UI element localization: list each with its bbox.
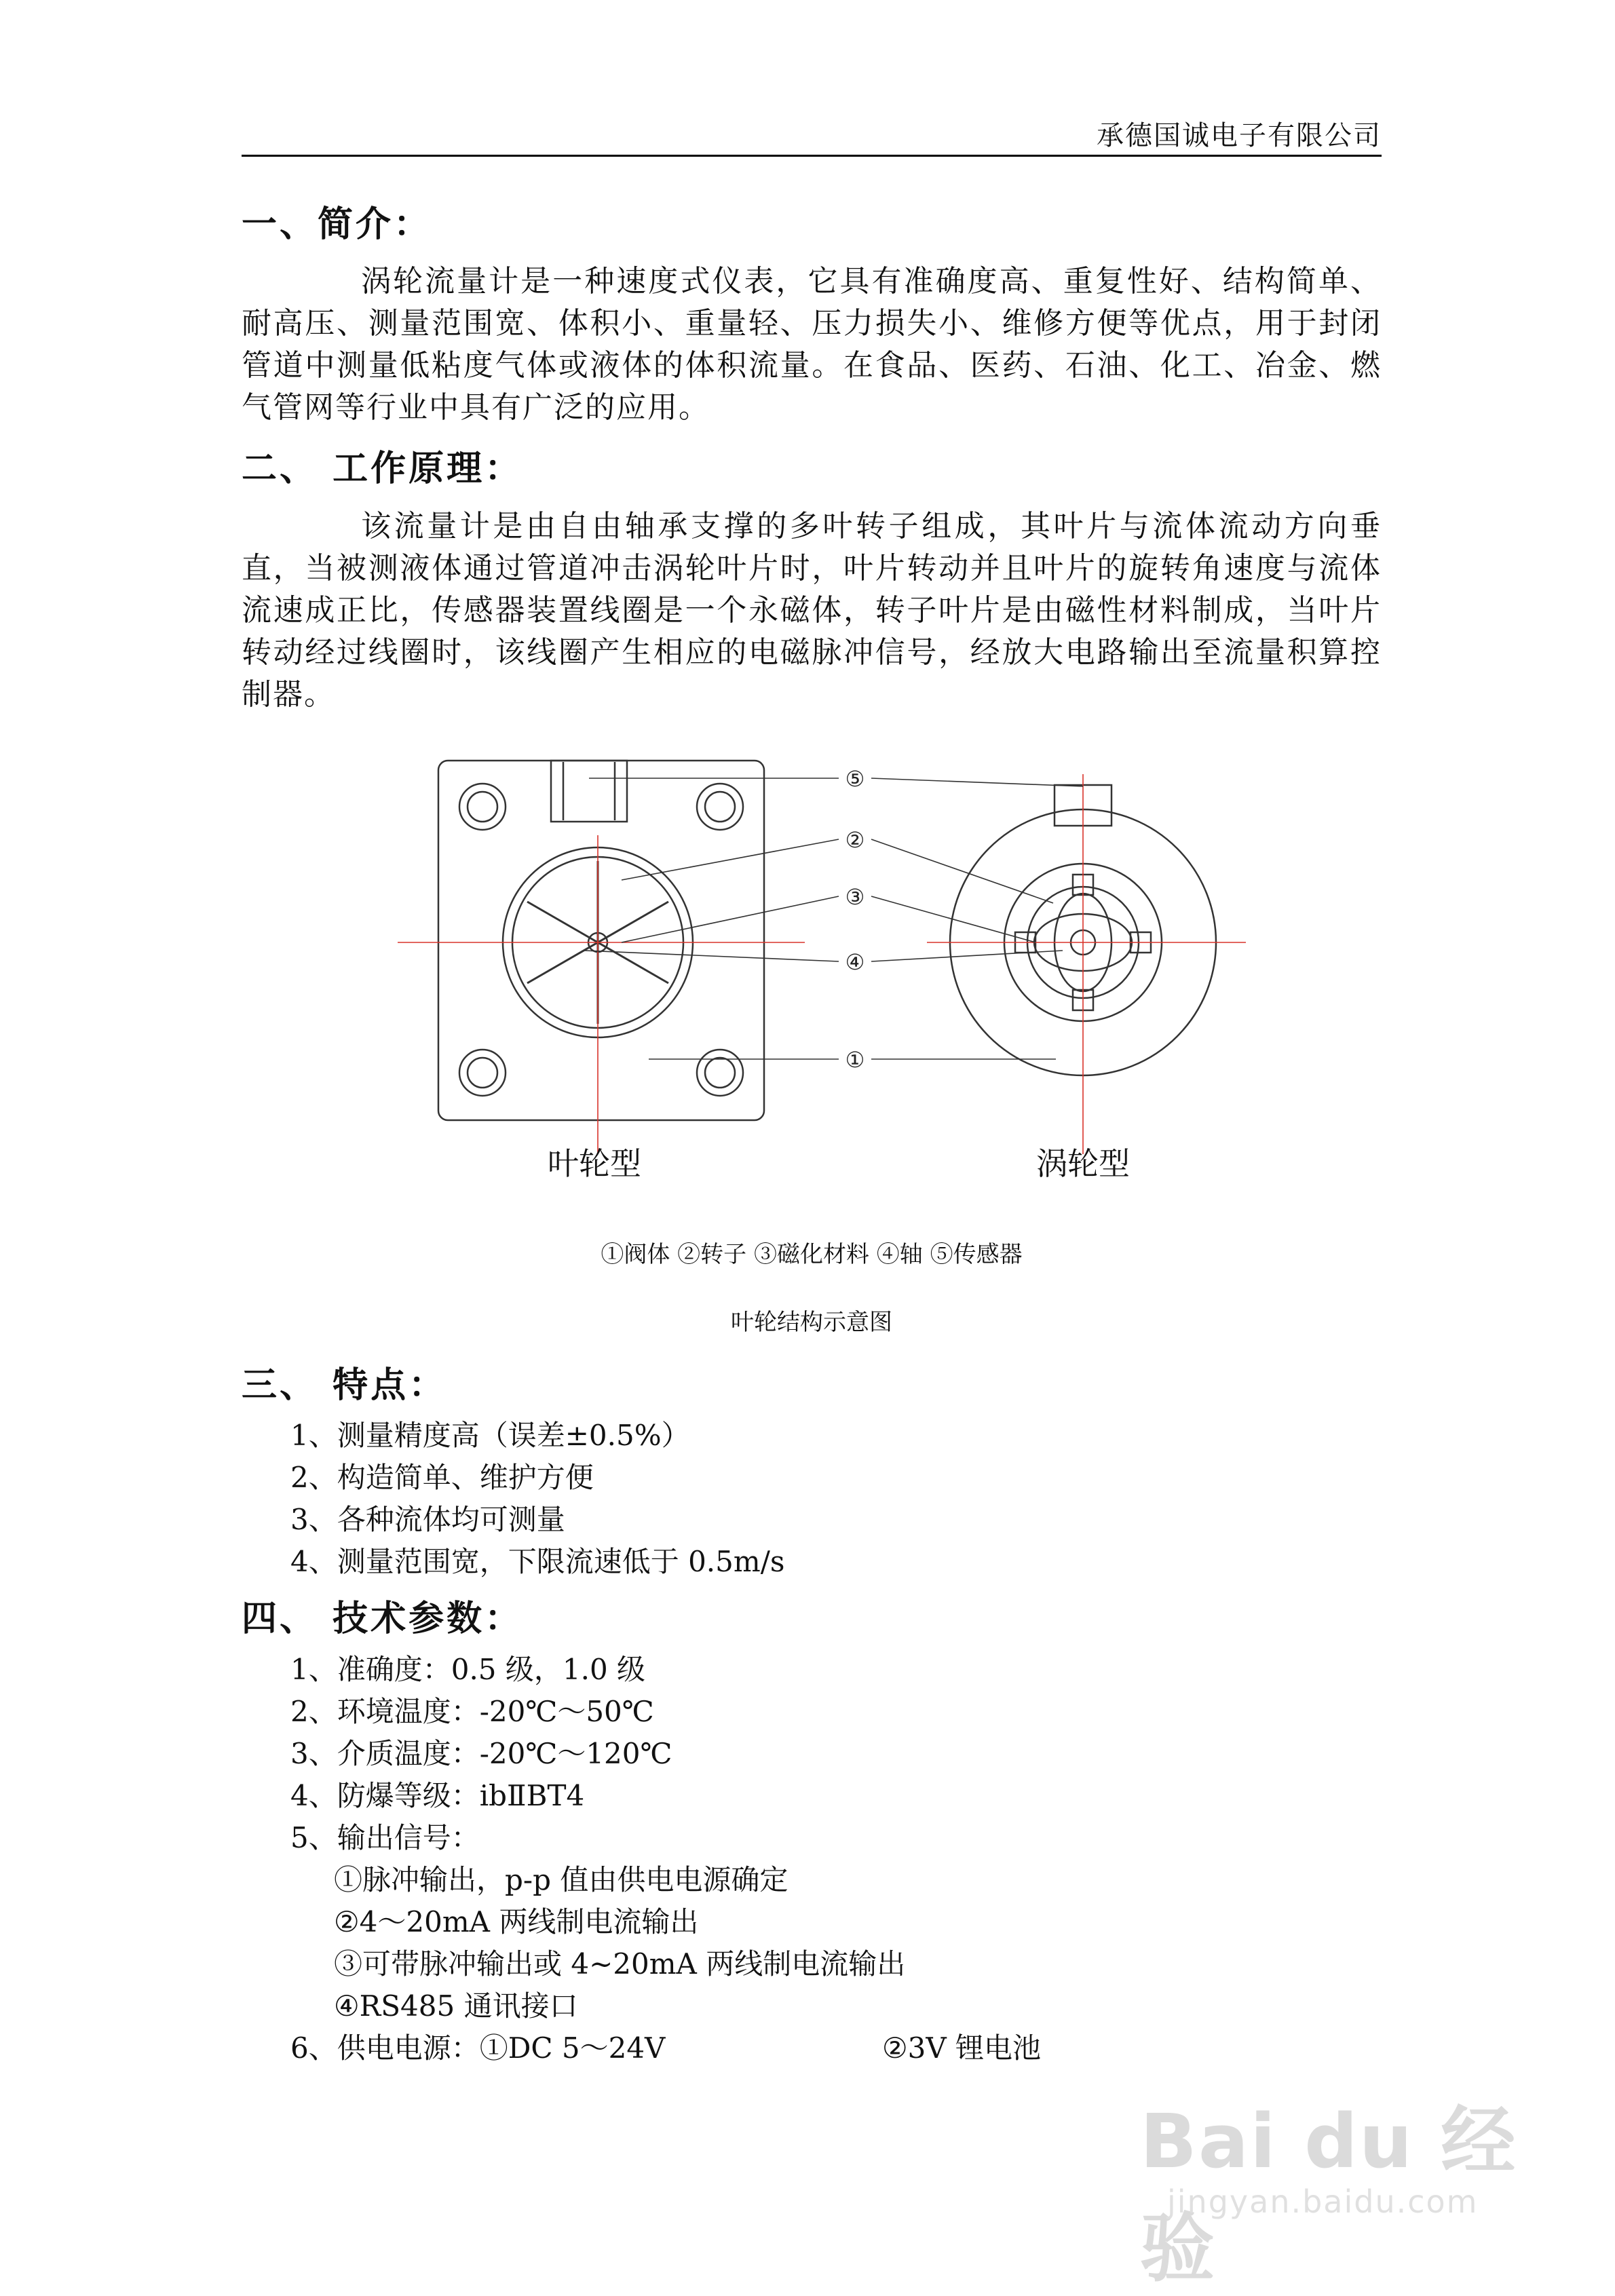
impeller-type-label: 叶轮型: [548, 1145, 641, 1182]
signal-item: ④RS485 通讯接口: [334, 1989, 578, 2023]
structure-drawing: [242, 747, 1382, 1236]
baidu-watermark: [1140, 2082, 1574, 2292]
callout-sensor: ⑤: [845, 765, 865, 792]
feature-item: 2、构造简单、维护方便: [290, 1461, 594, 1495]
watermark-url: jingyan.baidu.com: [1167, 2183, 1479, 2220]
document-body: [242, 204, 1382, 2069]
callout-shaft: ④: [845, 949, 865, 975]
company-name: 承德国诚电子有限公司: [1097, 120, 1382, 151]
power-battery: ②3V 锂电池: [882, 2031, 1042, 2065]
center-lines: [398, 774, 1246, 1154]
header-rule: [242, 155, 1382, 157]
watermark-brand: Bai du 经验: [1140, 2098, 1517, 2292]
features-list: [242, 1415, 1382, 1583]
figure-caption: 叶轮结构示意图: [731, 1308, 892, 1336]
param-item: 4、防爆等级：ibⅡBT4: [290, 1778, 585, 1812]
impeller-type-drawing: [438, 761, 764, 1120]
figure-callouts: [846, 766, 865, 1073]
param-item: 3、介质温度：-20℃～120℃: [290, 1736, 672, 1770]
signal-item: ②4～20mA 两线制电流输出: [334, 1905, 699, 1938]
intro-paragraph: 涡轮流量计是一种速度式仪表，它具有准确度高、重复性好、结构简单、耐高压、测量范围宽、体积小、重量轻、压力损失小、维修方便等优点，用于封闭管道中测量低粘度气体或液体的体积流量。在食品、医药、石油、化工、冶金、燃气管网等行业中具有广泛的应用。: [242, 264, 1382, 425]
param-item: 2、环境温度：-20℃～50℃: [290, 1694, 654, 1728]
page-header: [242, 114, 1382, 155]
section-title-intro: 一、简介：: [242, 204, 432, 245]
power-supply-item: [290, 2027, 1382, 2069]
signal-item: ③可带脉冲输出或 4~20mA 两线制电流输出: [334, 1947, 906, 1981]
callout-magnetic: ③: [845, 883, 865, 910]
section-title-principle: 二、 工作原理：: [242, 448, 523, 490]
feature-item: 4、测量范围宽，下限流速低于 0.5m/s: [290, 1545, 785, 1579]
feature-item: 3、各种流体均可测量: [290, 1503, 565, 1537]
params-list: [242, 1649, 1382, 2069]
principle-paragraph: 该流量计是由自由轴承支撑的多叶转子组成，其叶片与流体流动方向垂直，当被测液体通过管道冲击涡轮叶片时，叶片转动并且叶片的旋转角速度与流体流速成正比，传感器装置线圈是一个永磁体，转子叶片是由磁性材料制成，当叶片转动经过线圈时，该线圈产生相应的电磁脉冲信号，经放大电路输出至流量积算控制器。: [242, 508, 1382, 712]
param-item: 1、准确度：0.5 级，1.0 级: [290, 1652, 646, 1686]
power-dc: 6、供电电源：①DC 5～24V: [290, 2031, 666, 2065]
section-title-features: 三、 特点：: [242, 1364, 447, 1406]
callout-rotor: ②: [845, 826, 865, 853]
impeller-structure-figure: [242, 747, 1382, 1236]
param-item: 5、输出信号：: [290, 1820, 480, 1854]
callout-body: ①: [845, 1046, 865, 1073]
section-title-params: 四、 技术参数：: [242, 1599, 523, 1640]
figure-legend: ①阀体 ②转子 ③磁化材料 ④轴 ⑤传感器: [601, 1240, 1023, 1268]
signal-item: ①脉冲输出，p-p 值由供电电源确定: [334, 1862, 788, 1896]
feature-item: 1、测量精度高（误差±0.5%）: [290, 1419, 690, 1453]
turbine-type-label: 涡轮型: [1036, 1145, 1130, 1182]
